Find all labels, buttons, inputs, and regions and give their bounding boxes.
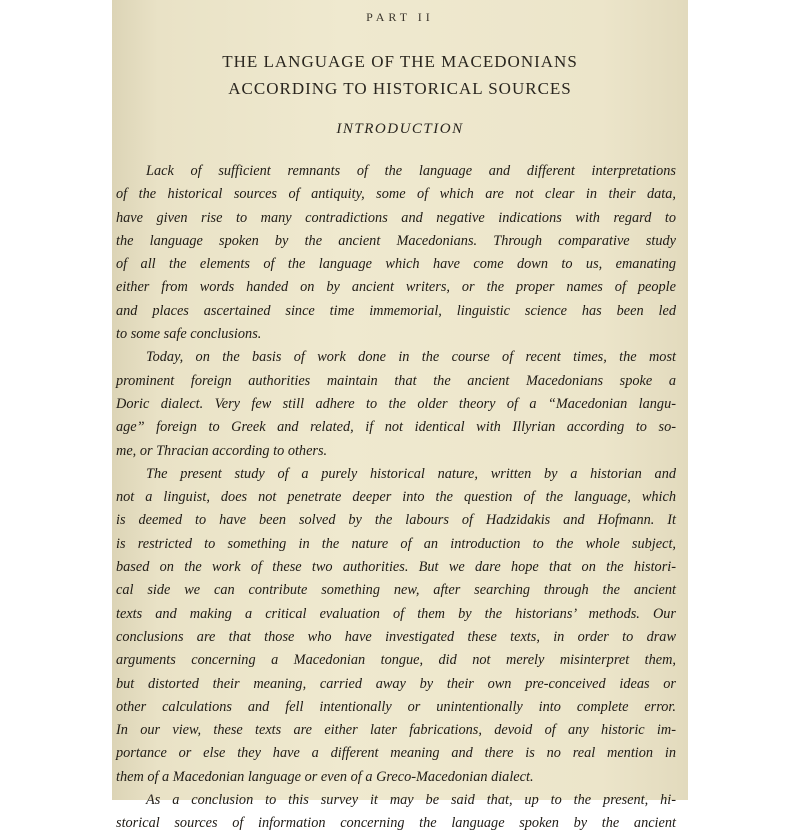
text-line: have given rise to many contradictions and negative indications with regard to (116, 209, 676, 226)
section-title: INTRODUCTION (336, 121, 464, 137)
text-line: Doric dialect. Very few still adhere to the older theory of a “Macedonian langu- (116, 395, 676, 412)
text-line: is deemed to have been solved by the labours of Hadzidakis and Hofmann. It (116, 512, 676, 529)
text-line: Today, on the basis of work done in the course of recent times, the most (146, 349, 676, 366)
text-line: them of a Macedonian language or even of a Greco-Macedonian dialect. (116, 768, 534, 785)
text-line: cal side we can contribute something new, after searching through the ancient (116, 582, 676, 599)
text-line: of the historical sources of antiquity, some of which are not clear in their data, (116, 186, 676, 203)
chapter-title (112, 48, 688, 102)
book-page (112, 0, 688, 832)
text-line: conclusions are that those who have investigated these texts, in order to draw (116, 628, 676, 645)
text-line: portance or else they have a different meaning and there is no real mention in (116, 745, 676, 762)
text-line: but distorted their meaning, carried away by their own pre-conceived ideas or (116, 675, 676, 692)
text-line: age” foreign to Greek and related, if not identical with Illyrian according to so- (116, 419, 676, 436)
text-line: arguments concerning a Macedonian tongue, did not merely misinterpret them, (116, 652, 676, 669)
text-line: prominent foreign authorities maintain that the ancient Macedonians spoke a (116, 372, 676, 389)
text-line: storical sources of information concerning the language spoken by the ancient (116, 815, 676, 832)
body-text (116, 160, 676, 836)
text-line: texts and making a critical evaluation of them by the historians’ methods. Our (116, 605, 676, 622)
text-line: to some safe conclusions. (116, 326, 262, 343)
text-line: other calculations and fell intentionally or unintentionally into complete error. (116, 698, 676, 715)
text-line: of all the elements of the language which have come down to us, emanating (116, 256, 676, 273)
text-line: me, or Thracian according to others. (116, 442, 328, 459)
text-line: In our view, these texts are either later fabrications, devoid of any historic im- (116, 722, 676, 739)
text-line: based on the work of these two authorities. But we dare hope that on the histori- (116, 559, 676, 576)
chapter-title-line-2: ACCORDING TO HISTORICAL SOURCES (228, 79, 572, 98)
chapter-title-line-1: THE LANGUAGE OF THE MACEDONIANS (222, 52, 578, 71)
part-label: PART II (366, 10, 434, 24)
text-line: either from words handed on by ancient writers, or the proper names of people (116, 279, 676, 296)
text-line: the language spoken by the ancient Macedonians. Through comparative study (116, 232, 676, 249)
text-line: Lack of sufficient remnants of the language and different interpretations (146, 163, 676, 179)
text-line: is restricted to something in the nature of an introduction to the whole subject, (116, 535, 676, 552)
text-line: The present study of a purely historical nature, written by a historian and (146, 465, 676, 482)
text-line: As a conclusion to this survey it may be said that, up to the present, hi- (146, 792, 676, 809)
text-line: and places ascertained since time immemorial, linguistic science has been led (116, 302, 676, 319)
text-line: not a linguist, does not penetrate deeper into the question of the language, which (116, 489, 676, 506)
